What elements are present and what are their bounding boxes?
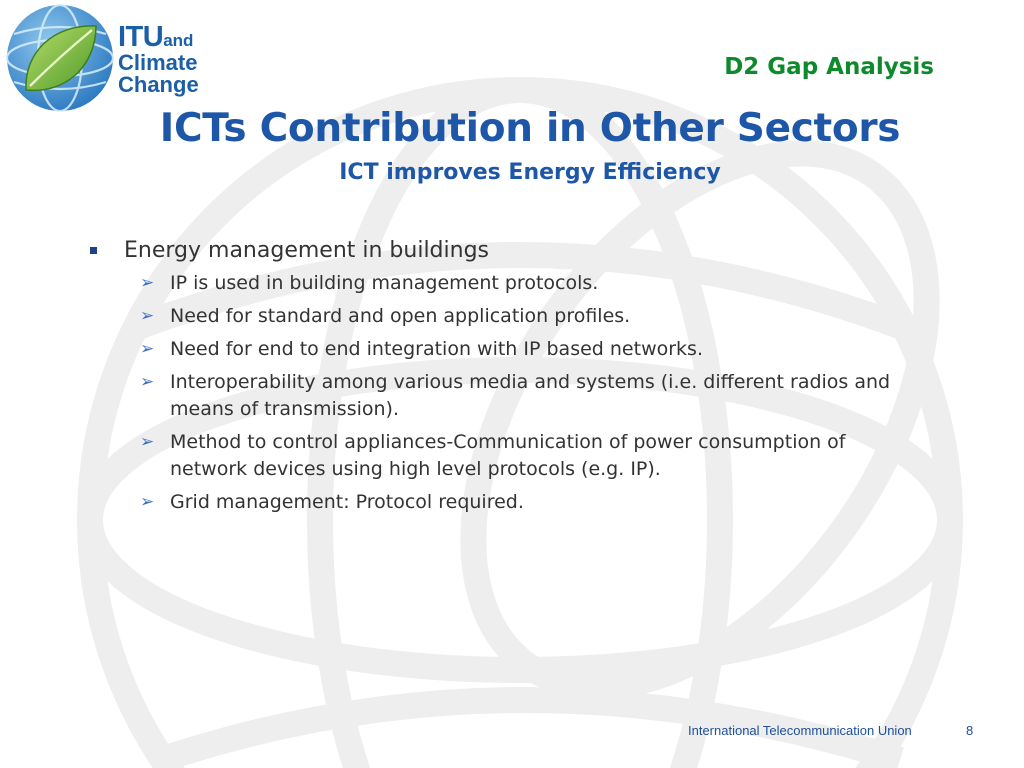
sub-bullet-item [140, 336, 910, 363]
arrow-bullet-icon: ➢ [140, 372, 155, 392]
arrow-bullet-icon: ➢ [140, 339, 155, 359]
arrow-bullet-icon: ➢ [140, 432, 155, 452]
sub-bullet-item [140, 369, 910, 423]
sub-bullet-text: Need for end to end integration with IP based networks. [170, 338, 703, 360]
logo-wordmark [118, 21, 199, 97]
sub-bullet-item [140, 489, 910, 516]
slide-subtitle: ICT improves Energy Efficiency [339, 160, 721, 185]
sub-bullet-text: Grid management: Protocol required. [170, 491, 524, 513]
section-tag: D2 Gap Analysis [724, 54, 934, 80]
logo-change: Change [118, 72, 199, 97]
logo-itu: ITU [118, 21, 164, 53]
sub-bullet-item [140, 303, 910, 330]
sub-bullet-list [86, 270, 946, 516]
arrow-bullet-icon: ➢ [140, 306, 155, 326]
itu-climate-logo [4, 2, 214, 116]
globe-leaf-icon [4, 2, 116, 114]
footer-organization: International Telecommunication Union [688, 723, 912, 738]
bullet-item [86, 236, 946, 266]
sub-bullet-text: Method to control appliances-Communication of power consumption of network devices using high level protocols (e.g. IP). [170, 431, 846, 480]
arrow-bullet-icon: ➢ [140, 492, 155, 512]
square-bullet-icon [90, 247, 97, 254]
page-number: 8 [966, 723, 974, 738]
logo-climate: Climate [118, 50, 198, 75]
sub-bullet-text: Interoperability among various media and systems (i.e. different radios and means of transmission). [170, 371, 891, 420]
logo-and: and [163, 31, 194, 50]
sub-bullet-item [140, 429, 910, 483]
sub-bullet-item [140, 270, 910, 297]
bullet-text: Energy management in buildings [124, 238, 490, 263]
sub-bullet-text: Need for standard and open application profiles. [170, 305, 631, 327]
arrow-bullet-icon: ➢ [140, 273, 155, 293]
slide-title: ICTs Contribution in Other Sectors [159, 106, 901, 151]
bullet-list [86, 236, 946, 522]
sub-bullet-text: IP is used in building management protocols. [170, 272, 599, 294]
